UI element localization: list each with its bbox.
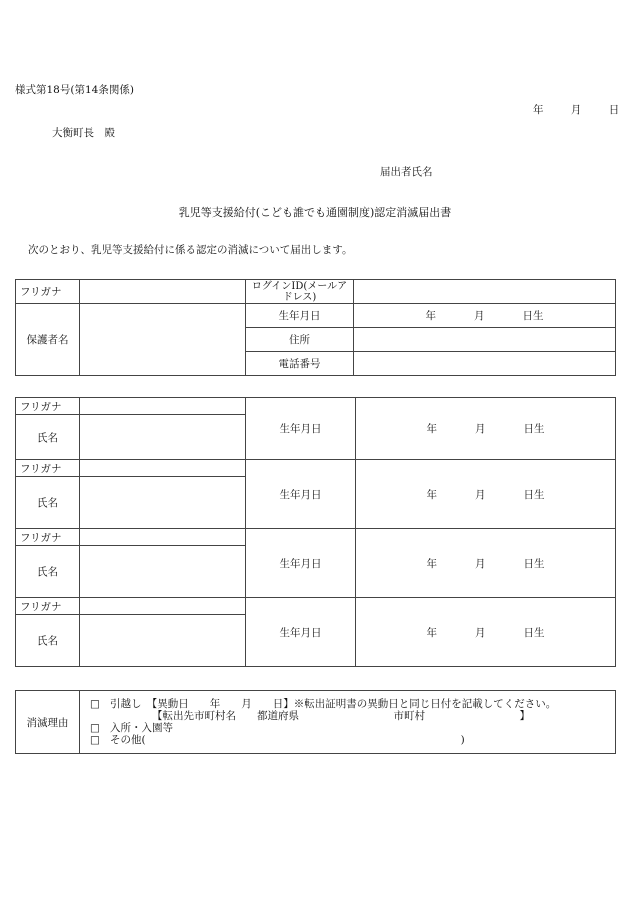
- date-month: 月: [570, 104, 582, 116]
- child-name-label: 氏名: [16, 546, 80, 598]
- child-furigana-label: フリガナ: [16, 460, 80, 477]
- child-birth-field[interactable]: [356, 598, 616, 667]
- child-birth-day: 日生: [523, 488, 545, 501]
- child-birth-field[interactable]: [356, 398, 616, 460]
- child-name-field[interactable]: [80, 546, 246, 598]
- child-name-field[interactable]: [80, 615, 246, 667]
- child-name-label: 氏名: [16, 415, 80, 460]
- guardian-address-field[interactable]: [354, 328, 616, 352]
- intro-text: 次のとおり、乳児等支援給付に係る認定の消滅について届出します。: [28, 244, 353, 256]
- child-birth-day: 日生: [523, 423, 545, 435]
- guardian-birth-month: 月: [474, 310, 485, 322]
- child-birth-label: 生年月日: [246, 598, 356, 667]
- guardian-name-label: 保護者名: [16, 304, 80, 376]
- page-title: 乳児等支援給付(こども誰でも通園制度)認定消滅届出書: [178, 206, 452, 219]
- child-birth-year: 年: [426, 626, 437, 639]
- child-birth-month: 月: [475, 626, 486, 639]
- reason-admission: [90, 722, 609, 734]
- child-birth-year: 年: [426, 557, 437, 570]
- guardian-phone-label: 電話番号: [246, 352, 354, 376]
- child-furigana-label: フリガナ: [16, 398, 80, 415]
- child-furigana-label: フリガナ: [16, 598, 80, 615]
- reason-move: [90, 698, 609, 710]
- guardian-table: [15, 279, 616, 376]
- date-year: 年: [533, 104, 544, 116]
- child-name-label: 氏名: [16, 615, 80, 667]
- checkbox-other[interactable]: □: [90, 734, 100, 746]
- reason-label: 消滅理由: [16, 691, 80, 754]
- guardian-phone-field[interactable]: [354, 352, 616, 376]
- reason-other-text: その他( ): [110, 734, 465, 746]
- child-birth-field[interactable]: [356, 529, 616, 598]
- child-birth-year: 年: [426, 488, 437, 501]
- applicant-label: 届出者氏名: [380, 166, 433, 178]
- children-table: [15, 397, 616, 667]
- reason-other: [90, 734, 609, 746]
- child-birth-label: 生年月日: [246, 529, 356, 598]
- checkbox-admission[interactable]: □: [90, 722, 100, 734]
- guardian-name-field[interactable]: [80, 304, 246, 376]
- child-furigana-field[interactable]: [80, 398, 246, 415]
- child-name-label: 氏名: [16, 477, 80, 529]
- child-name-field[interactable]: [80, 415, 246, 460]
- guardian-birth-year: 年: [425, 310, 436, 322]
- reason-admission-text: 入所・入園等: [110, 722, 173, 734]
- date-line: [533, 102, 619, 117]
- child-birth-month: 月: [475, 557, 486, 570]
- reason-table: [15, 690, 616, 754]
- child-name-field[interactable]: [80, 477, 246, 529]
- child-birth-year: 年: [426, 423, 437, 435]
- guardian-furigana-field[interactable]: [80, 280, 246, 304]
- reason-move-text: 引越し 【異動日 年 月 日】※転出証明書の異動日と同じ日付を記載してください。: [110, 698, 557, 710]
- login-id-field[interactable]: [354, 280, 616, 304]
- reason-destination: [90, 710, 609, 722]
- guardian-furigana-label: フリガナ: [16, 280, 80, 304]
- child-birth-label: 生年月日: [246, 460, 356, 529]
- child-birth-field[interactable]: [356, 460, 616, 529]
- child-furigana-field[interactable]: [80, 529, 246, 546]
- guardian-birth-day: 日生: [522, 310, 544, 322]
- child-furigana-field[interactable]: [80, 460, 246, 477]
- guardian-birth-field[interactable]: [354, 304, 616, 328]
- child-birth-day: 日生: [523, 557, 545, 570]
- child-birth-month: 月: [475, 488, 486, 501]
- child-birth-month: 月: [475, 423, 486, 435]
- child-birth-label: 生年月日: [246, 398, 356, 460]
- guardian-address-label: 住所: [246, 328, 354, 352]
- child-birth-day: 日生: [523, 626, 545, 639]
- checkbox-move[interactable]: □: [90, 698, 100, 710]
- child-furigana-field[interactable]: [80, 598, 246, 615]
- addressee: 大衡町長 殿: [52, 127, 115, 139]
- date-day: 日: [608, 104, 620, 116]
- guardian-birth-label: 生年月日: [246, 304, 354, 328]
- form-number: 様式第18号(第14条関係): [15, 84, 134, 96]
- child-furigana-label: フリガナ: [16, 529, 80, 546]
- login-id-label: ログインID(メールアドレス): [246, 280, 354, 304]
- reason-destination-text: 【転出先市町村名 都道府県 市町村 】: [152, 710, 530, 722]
